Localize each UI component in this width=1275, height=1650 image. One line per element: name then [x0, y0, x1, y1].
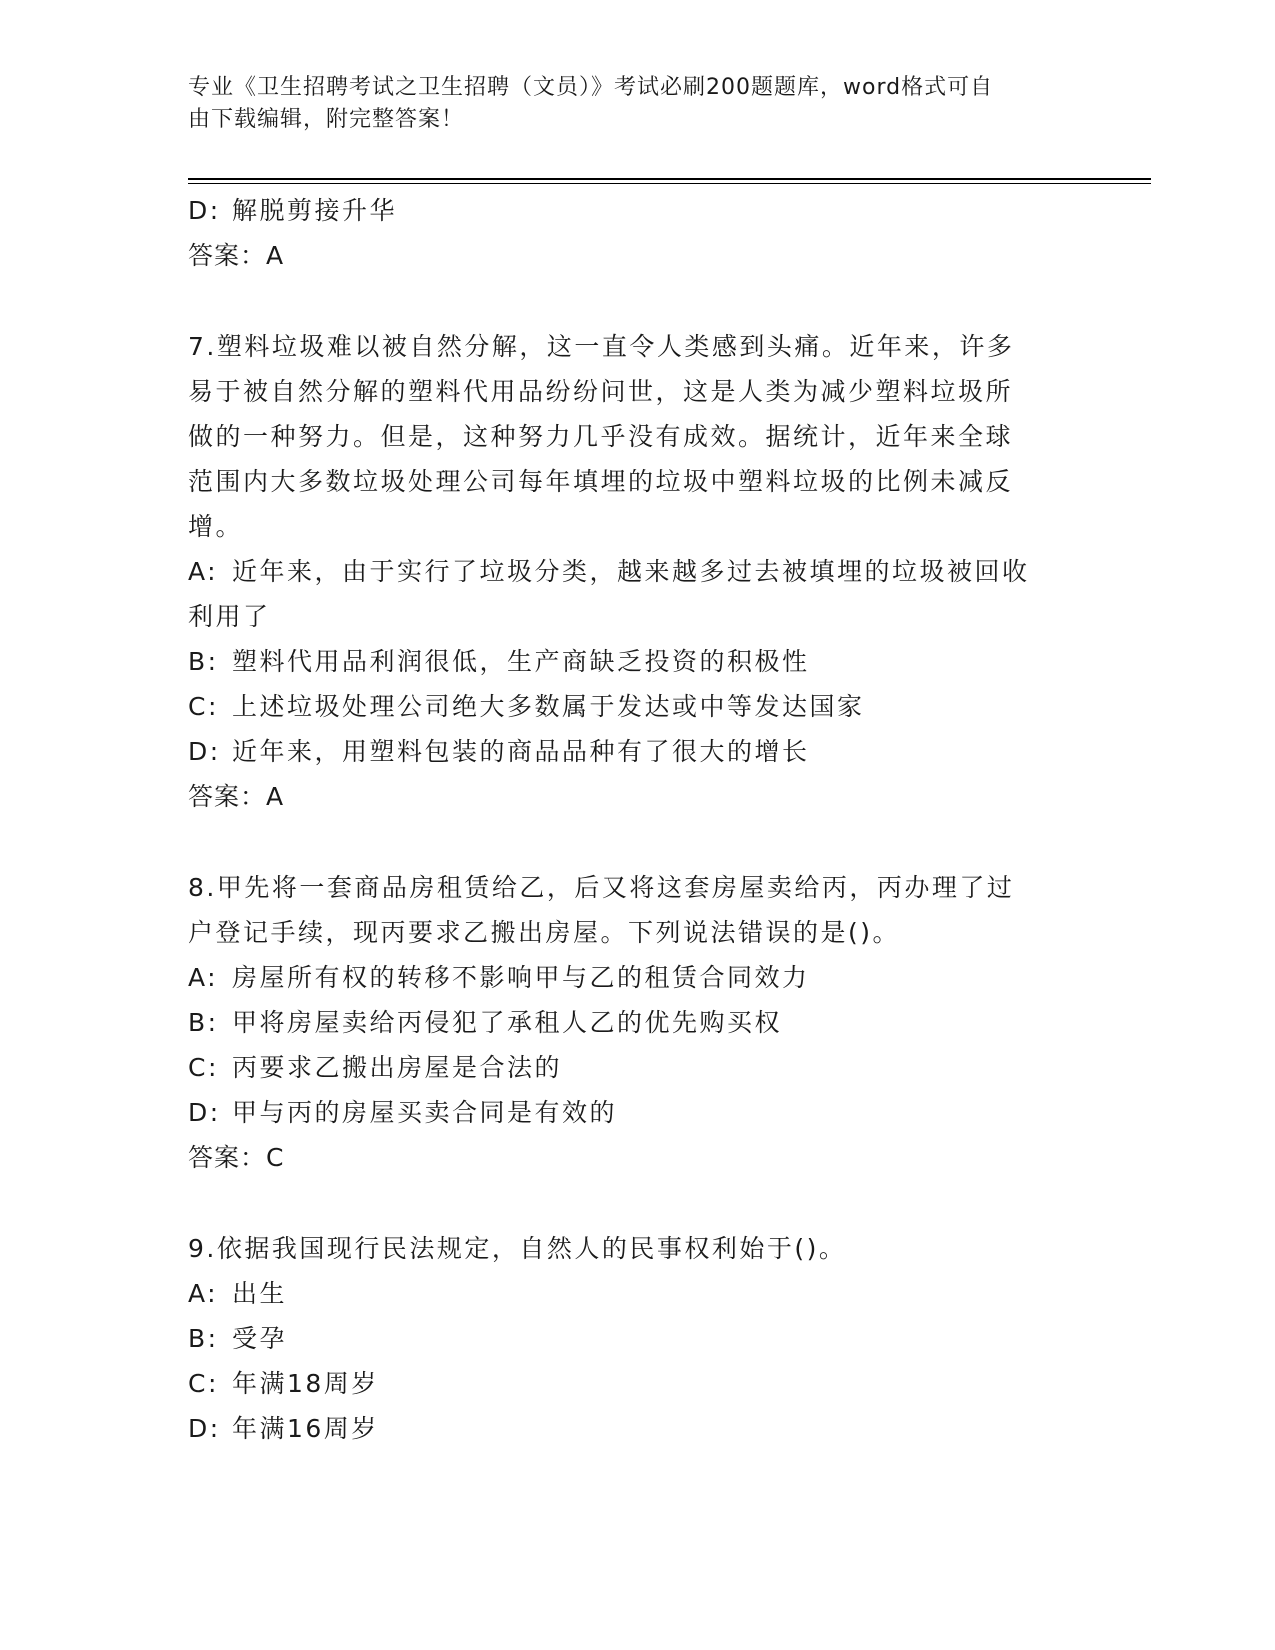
spacer [188, 278, 1078, 324]
option-text: 出生 [232, 1279, 288, 1308]
header-line-2: 由下载编辑，附完整答案！ [188, 107, 465, 132]
option-text: 塑料代用品利润很低，生产商缺乏投资的积极性 [232, 647, 810, 676]
stem-line: 7.塑料垃圾难以被自然分解，这一直令人类感到头痛。近年来，许多 [188, 332, 1015, 361]
option-c [188, 684, 1078, 729]
option-letter: B: [188, 1324, 219, 1353]
option-text: 近年来，用塑料包装的商品品种有了很大的增长 [232, 737, 810, 766]
option-text: 近年来，由于实行了垃圾分类，越来越多过去被填埋的垃圾被回收 [232, 557, 1030, 586]
option-a [188, 549, 1078, 639]
option-letter: A: [188, 557, 219, 586]
option-d [188, 729, 1078, 774]
option-letter: D: [188, 1414, 221, 1443]
stem-line: 8.甲先将一套商品房租赁给乙，后又将这套房屋卖给丙，丙办理了过 [188, 873, 1015, 902]
option-letter: D: [188, 1098, 221, 1127]
prev-answer: 答案：A [188, 241, 285, 270]
option-text: 甲将房屋卖给丙侵犯了承租人乙的优先购买权 [232, 1008, 783, 1037]
header-rule-thick [188, 178, 1151, 180]
stem-line: 做的一种努力。但是，这种努力几乎没有成效。据统计，近年来全球 [188, 422, 1014, 451]
question-stem [188, 865, 1078, 955]
option-text-continued: 利用了 [188, 602, 271, 631]
stem-line: 增。 [188, 512, 244, 541]
option-a [188, 1271, 1078, 1316]
option-c [188, 1361, 1078, 1406]
option-text: 甲与丙的房屋买卖合同是有效的 [232, 1098, 618, 1127]
question-7 [188, 324, 1078, 819]
option-text: 解脱剪接升华 [232, 196, 398, 225]
question-stem [188, 1226, 1078, 1271]
option-b [188, 1316, 1078, 1361]
prev-option-d [188, 188, 1078, 233]
option-letter: D: [188, 196, 221, 225]
option-text: 上述垃圾处理公司绝大多数属于发达或中等发达国家 [232, 692, 865, 721]
option-letter: C: [188, 692, 219, 721]
stem-line: 户登记手续，现丙要求乙搬出房屋。下列说法错误的是()。 [188, 918, 901, 947]
stem-line: 易于被自然分解的塑料代用品纷纷问世，这是人类为减少塑料垃圾所 [188, 377, 1014, 406]
option-letter: B: [188, 1008, 219, 1037]
option-text: 年满18周岁 [232, 1369, 379, 1398]
option-d [188, 1406, 1078, 1451]
header-rule-thin [188, 183, 1151, 184]
option-a [188, 955, 1078, 1000]
question-answer: 答案：C [188, 1143, 285, 1172]
question-stem [188, 324, 1078, 549]
option-letter: C: [188, 1053, 219, 1082]
option-letter: D: [188, 737, 221, 766]
question-8 [188, 865, 1078, 1180]
option-text: 丙要求乙搬出房屋是合法的 [232, 1053, 563, 1082]
header-line-1: 专业《卫生招聘考试之卫生招聘（文员）》考试必刷200题题库，word格式可自 [188, 75, 994, 100]
document-header [188, 72, 1068, 136]
option-letter: C: [188, 1369, 219, 1398]
spacer [188, 1180, 1078, 1226]
option-text: 年满16周岁 [232, 1414, 379, 1443]
question-9 [188, 1226, 1078, 1451]
question-answer: 答案：A [188, 782, 285, 811]
spacer [188, 819, 1078, 865]
option-letter: B: [188, 647, 219, 676]
option-b [188, 639, 1078, 684]
option-c [188, 1045, 1078, 1090]
option-letter: A: [188, 963, 219, 992]
option-text: 受孕 [232, 1324, 288, 1353]
document-content [188, 188, 1078, 1451]
option-text: 房屋所有权的转移不影响甲与乙的租赁合同效力 [232, 963, 810, 992]
option-letter: A: [188, 1279, 219, 1308]
option-b [188, 1000, 1078, 1045]
stem-line: 9.依据我国现行民法规定，自然人的民事权利始于()。 [188, 1234, 847, 1263]
option-d [188, 1090, 1078, 1135]
stem-line: 范围内大多数垃圾处理公司每年填埋的垃圾中塑料垃圾的比例未减反 [188, 467, 1014, 496]
